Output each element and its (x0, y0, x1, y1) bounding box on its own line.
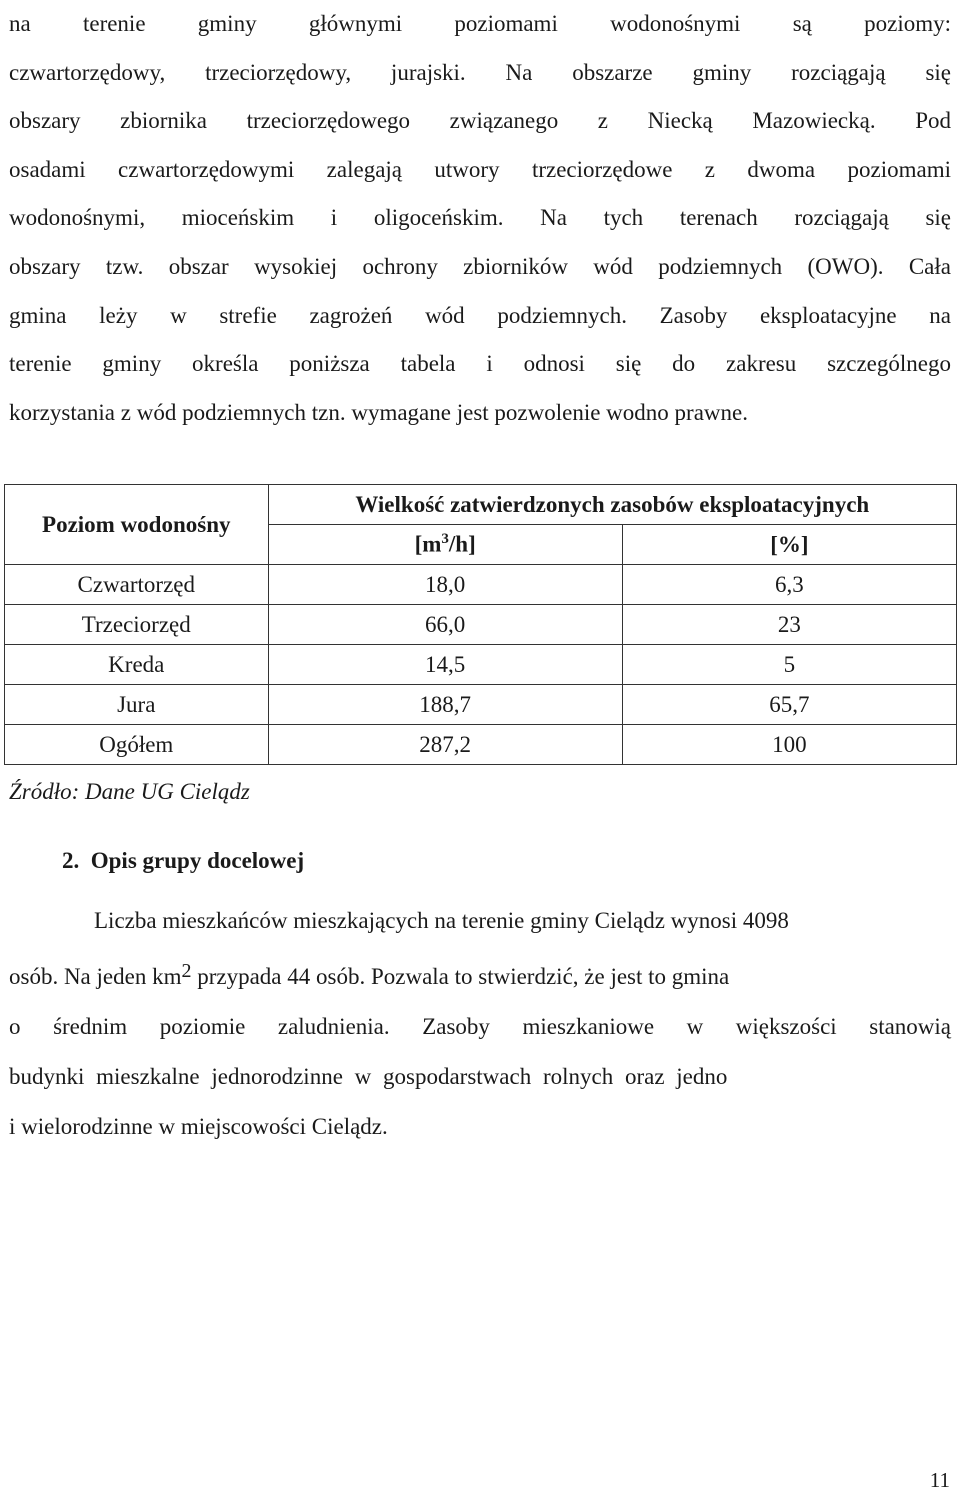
table-cell: 188,7 (268, 685, 622, 725)
table-source: Źródło: Dane UG Cielądz (9, 779, 250, 804)
table-cell: 66,0 (268, 605, 622, 645)
section-heading (62, 848, 304, 874)
table-cell: 18,0 (268, 565, 622, 605)
table-cell: Czwartorzęd (5, 565, 269, 605)
text-line: osadami czwartorzędowymi zalegają utwory trzeciorzędowe z dwoma poziomami (9, 156, 951, 182)
intro-paragraph (9, 0, 951, 437)
table-cell: 23 (622, 605, 956, 645)
section-title: Opis grupy docelowej (90, 848, 305, 873)
table-cell: 287,2 (268, 725, 622, 765)
text-line: budynki mieszkalne jednorodzinne w gospodarstwach rolnych oraz jedno (9, 1064, 728, 1089)
table-row (5, 565, 957, 605)
text-line: korzystania z wód podziemnych tzn. wymagane jest pozwolenie wodno prawne. (9, 399, 748, 425)
table-cell: Ogółem (5, 725, 269, 765)
header-aquifer: Poziom wodonośny (5, 485, 269, 565)
table-cell: 6,3 (622, 565, 956, 605)
header-resources: Wielkość zatwierdzonych zasobów eksploatacyjnych (268, 485, 956, 525)
text-line: gmina leży w strefie zagrożeń wód podziemnych. Zasoby eksploatacyjne na (9, 302, 951, 328)
text-line: obszary tzw. obszar wysokiej ochrony zbiorników wód podziemnych (OWO). Cała (9, 253, 951, 279)
table-cell: Kreda (5, 645, 269, 685)
table-cell: 65,7 (622, 685, 956, 725)
section-number: 2. (62, 848, 80, 873)
text-line: wodonośnymi, mioceńskim i oligoceńskim. Na tych terenach rozciągają się (9, 205, 951, 231)
text-line: Liczba mieszkańców mieszkających na terenie gminy Cielądz wynosi 4098 (94, 908, 789, 933)
page-number: 11 (929, 1468, 950, 1492)
header-unit-m3h: $[m^3/h]$ (268, 525, 622, 565)
table-cell: Jura (5, 685, 269, 725)
text-line: czwartorzędowy, trzeciorzędowy, jurajski. Na obszarze gminy rozciągają się (9, 59, 951, 85)
text-line: terenie gminy określa poniższa tabela i odnosi się do zakresu szczególnego (9, 351, 951, 377)
table-row (5, 645, 957, 685)
water-resources-table (4, 484, 957, 765)
text-line: obszary zbiornika trzeciorzędowego związanego z Niecką Mazowiecką. Pod (9, 108, 951, 134)
table-row (5, 725, 957, 765)
table-cell: Trzeciorzęd (5, 605, 269, 645)
target-group-paragraph (9, 896, 951, 1152)
table-row (5, 685, 957, 725)
text-line: osób. Na jeden km2 przypada 44 osób. Pozwala to stwierdzić, że jest to gmina (9, 960, 730, 989)
header-unit-percent: [%] (622, 525, 956, 565)
text-line: o średnim poziomie zaludnienia. Zasoby mieszkaniowe w większości stanowią (9, 1014, 951, 1039)
table-row (5, 605, 957, 645)
table-cell: 5 (622, 645, 956, 685)
text-line: i wielorodzinne w miejscowości Cielądz. (9, 1114, 388, 1139)
table-cell: 14,5 (268, 645, 622, 685)
text-line: na terenie gminy głównymi poziomami wodonośnymi są poziomy: (9, 11, 951, 36)
table-cell: 100 (622, 725, 956, 765)
